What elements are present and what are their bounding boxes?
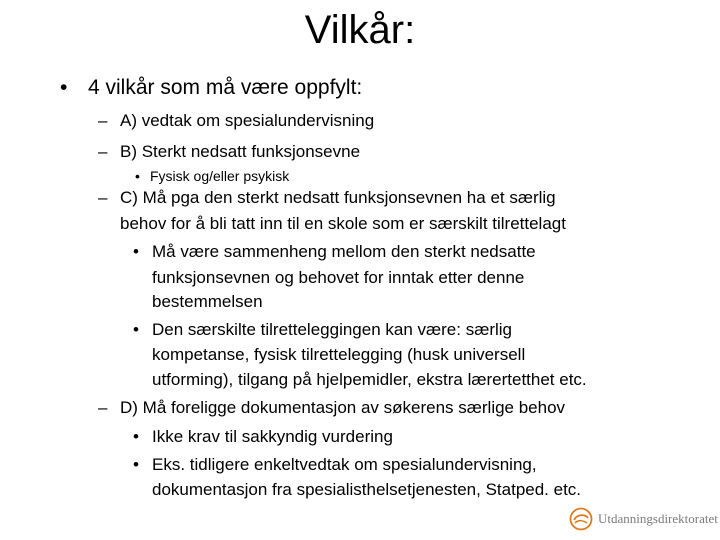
bullet-marker: • <box>135 168 140 184</box>
sub-sub-item: Fysisk og/eller psykisk <box>150 168 290 184</box>
dash-marker: – <box>98 398 108 417</box>
sub-item: A) vedtak om spesialundervisning <box>120 111 375 130</box>
sub-sub-item: Den særskilte tilretteleggingen kan være: særlig <box>152 320 512 339</box>
sub-sub-item: Eks. tidligere enkeltvedtak om spesialundervisning, <box>152 455 537 474</box>
bullet-item: 4 vilkår som må være oppfylt: <box>88 76 363 99</box>
sub-item-continuation: behov for å bli tatt inn til en skole som er særskilt tilrettelagt <box>120 214 566 233</box>
sub-sub-item-continuation: utforming), tilgang på hjelpemidler, ekstra lærertetthet etc. <box>152 370 587 389</box>
udir-swirl-icon <box>568 506 594 532</box>
sub-item: B) Sterkt nedsatt funksjonsevne <box>120 142 361 161</box>
bullet-marker: • <box>133 320 139 339</box>
slide-title: Vilkår: <box>304 8 416 52</box>
bullet-marker: • <box>60 76 68 99</box>
dash-marker: – <box>98 142 108 161</box>
sub-sub-item-continuation: kompetanse, fysisk tilrettelegging (husk universell <box>152 345 526 364</box>
sub-sub-item: Må være sammenheng mellom den sterkt nedsatte <box>152 242 536 261</box>
dash-marker: – <box>98 111 108 130</box>
bullet-marker: • <box>133 242 139 261</box>
dash-marker: – <box>98 188 108 207</box>
udir-logo <box>566 506 716 532</box>
sub-sub-item: Ikke krav til sakkyndig vurdering <box>152 427 393 446</box>
bullet-marker: • <box>133 427 139 446</box>
sub-sub-item-continuation: funksjonsevnen og behovet for inntak etter denne <box>152 268 525 287</box>
logo-text: Utdanningsdirektoratet <box>598 511 718 526</box>
sub-item: C) Må pga den sterkt nedsatt funksjonsevnen ha et særlig <box>120 188 556 207</box>
sub-sub-item-continuation: dokumentasjon fra spesialisthelsetjenesten, Statped. etc. <box>152 480 582 499</box>
sub-item: D) Må foreligge dokumentasjon av søkerens særlige behov <box>120 398 566 417</box>
bullet-marker: • <box>133 455 139 474</box>
sub-sub-item-continuation: bestemmelsen <box>152 292 263 311</box>
